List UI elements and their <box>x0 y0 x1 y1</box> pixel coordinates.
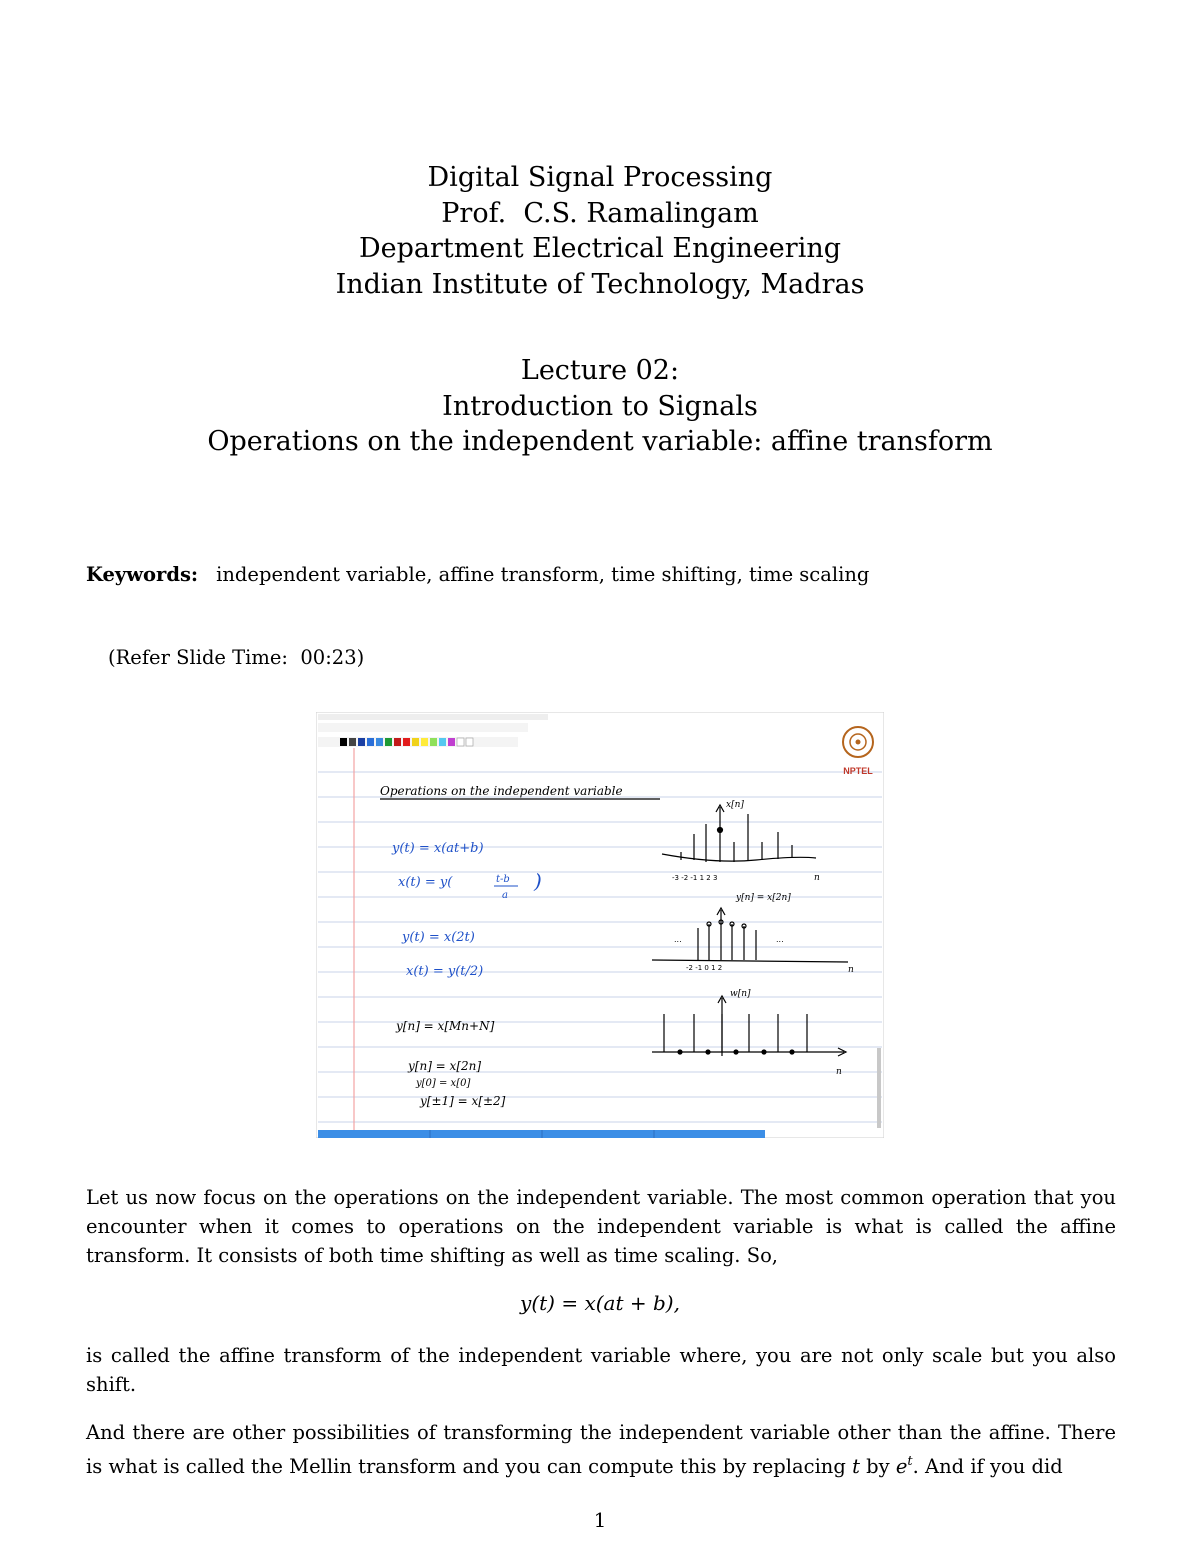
keywords-text: independent variable, affine transform, time shifting, time scaling <box>216 563 870 586</box>
mellin-text-a: And there are other possibilities of transforming the independent variable other than the affine. There is what is called the Mellin transform and you can compute this by replacing <box>86 1421 1116 1478</box>
page-number: 1 <box>593 1508 607 1532</box>
plot2-label: y[n] = x[2n] <box>736 893 791 903</box>
paragraph-affine-intro: Let us now focus on the operations on the independent variable. The most common operation that you encounter when it comes to operations on the independent variable is what is called the affine transform. It consists of both time shifting as well as time scaling. So, <box>86 1186 1116 1267</box>
plot1-label: x[n] <box>726 800 744 810</box>
department-name: Department Electrical Engineering <box>358 233 842 264</box>
lecture-number: Lecture 02: <box>520 355 680 386</box>
lecture-subtopic: Operations on the independent variable: affine transform <box>207 426 993 457</box>
plot3-label: w[n] <box>730 989 751 999</box>
mellin-text-c: . And if you did <box>912 1455 1063 1478</box>
paragraph-mellin <box>86 1418 1116 1481</box>
nptel-label: NPTEL <box>843 766 873 776</box>
mellin-var-e: e <box>895 1455 908 1478</box>
plot1-ticks: -3 -2 -1 1 2 3 <box>672 874 718 882</box>
svg-text:...: ... <box>776 935 784 944</box>
course-title: Digital Signal Processing <box>427 162 773 193</box>
slide-eq-zero: y[0] = x[0] <box>416 1078 471 1089</box>
lecture-header <box>0 353 1200 460</box>
svg-text:...: ... <box>674 935 682 944</box>
svg-text:): ) <box>534 869 542 893</box>
slide-eq-downsample: y[n] = x[2n] <box>408 1059 482 1073</box>
keywords-line <box>86 563 869 586</box>
slide-toolbar <box>318 714 548 747</box>
slide-eq-scale-inverse: x(t) = y(t/2) <box>406 964 484 979</box>
mellin-superscript-t: t <box>907 1454 913 1469</box>
slide-eq-plusminus: y[±1] = x[±2] <box>420 1094 506 1108</box>
affine-equation: y(t) = x(at + b), <box>520 1291 680 1315</box>
mellin-text-b: by <box>859 1455 896 1478</box>
slide-eq-scale: y(t) = x(2t) <box>402 930 475 945</box>
institute-name: Indian Institute of Technology, Madras <box>335 268 865 300</box>
lecture-topic: Introduction to Signals <box>442 390 758 422</box>
paragraph-affine-definition: is called the affine transform of the independent variable where, you are not only scale but you also shift. <box>86 1344 1116 1396</box>
slide-eq-inverse-den: a <box>502 890 508 901</box>
refer-slide-time: (Refer Slide Time: 00:23) <box>108 646 365 669</box>
plot3-axis-n: n <box>836 1067 842 1077</box>
nptel-logo <box>843 727 873 776</box>
slide-scrollbar <box>877 1048 881 1128</box>
professor-name: Prof. C.S. Ramalingam <box>441 197 759 229</box>
keywords-label: Keywords: <box>86 563 199 586</box>
document-header <box>0 160 1200 302</box>
plot1-axis-n: n <box>814 873 820 883</box>
mellin-var-t: t <box>852 1455 860 1478</box>
slide-eq-affine: y(t) = x(at+b) <box>392 841 484 856</box>
slide-eq-discrete: y[n] = x[Mn+N] <box>396 1019 495 1033</box>
slide-heading: Operations on the independent variable <box>380 784 623 798</box>
slide-eq-inverse-num: t-b <box>496 874 510 885</box>
slide-image <box>316 712 884 1138</box>
slide-eq-inverse: x(t) = y( <box>398 875 453 890</box>
plot2-axis-n: n <box>848 965 854 975</box>
plot2-ticks: -2 -1 0 1 2 <box>686 964 723 972</box>
